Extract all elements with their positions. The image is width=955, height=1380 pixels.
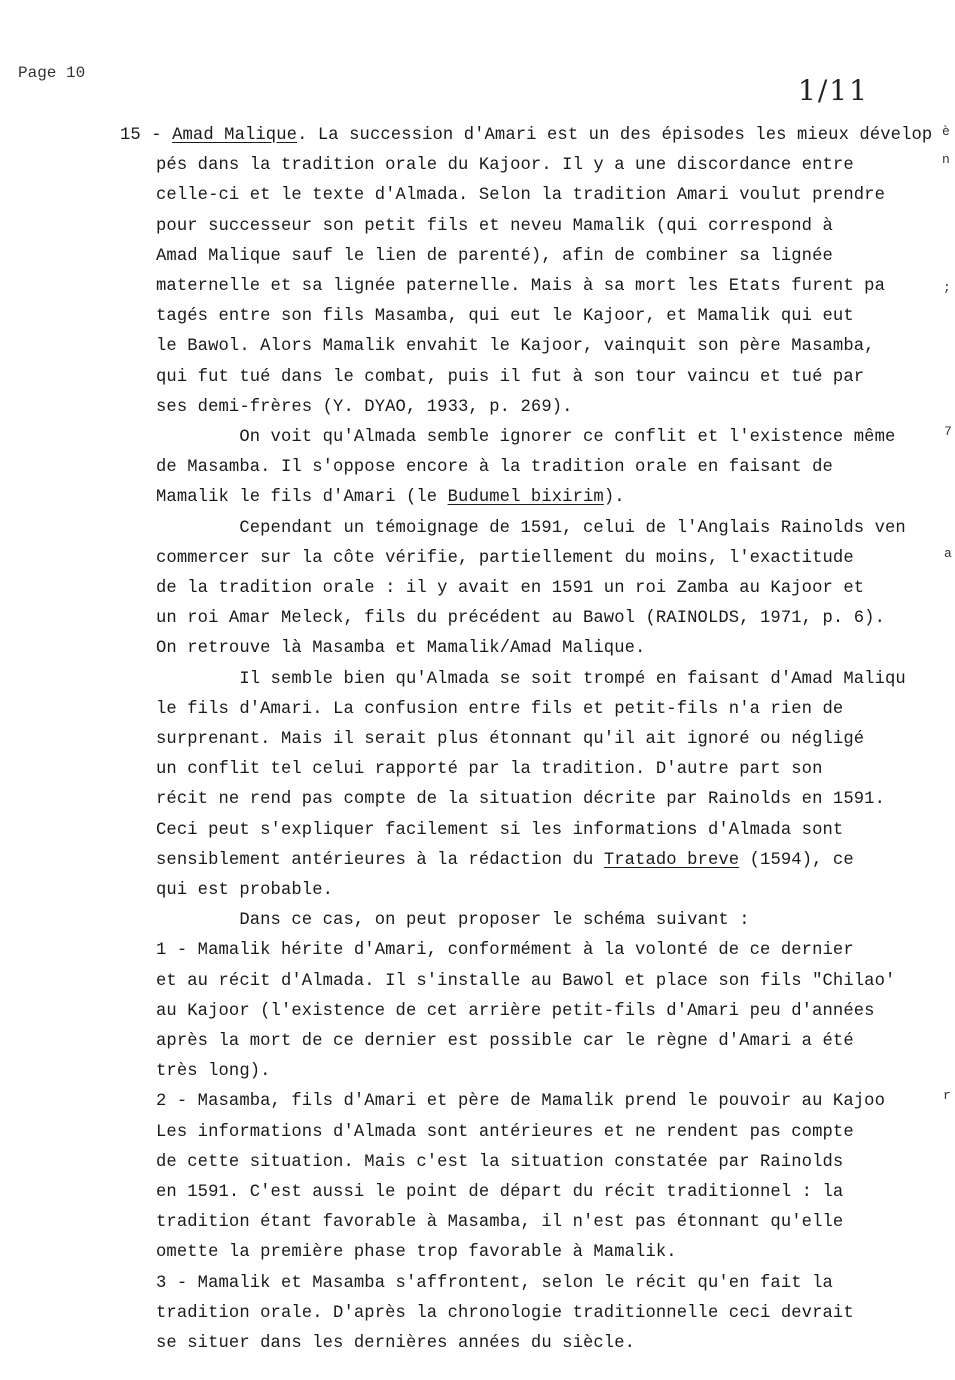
page-label: Page 10 [18, 64, 86, 82]
text-line: de la tradition orale : il y avait en 1591 un roi Zamba au Kajoor et [156, 579, 865, 598]
text-line [156, 488, 625, 507]
margin-mark: ; [943, 280, 951, 295]
text-line: 2 - Masamba, fils d'Amari et père de Mamalik prend le pouvoir au Kajoo [156, 1092, 885, 1112]
line-text: sensiblement antérieures à la rédaction du [156, 850, 604, 870]
text-line: et au récit d'Almada. Il s'installe au Bawol et place son fils "Chilao' [156, 971, 896, 991]
text-line: tradition étant favorable à Masamba, il n'est pas étonnant qu'elle [156, 1213, 844, 1233]
line-text: ). [603, 488, 625, 508]
underlined-title: Amad Malique [172, 126, 298, 145]
text-line: celle-ci et le texte d'Almada. Selon la tradition Amari voulut prendre [156, 186, 885, 206]
line-text: (1594), ce [739, 850, 854, 870]
text-line: omette la première phase trop favorable à Mamalik. [156, 1243, 677, 1263]
text-line: Il semble bien qu'Almada se soit trompé en faisant d'Amad Maliqu [156, 669, 906, 689]
text-line: tagés entre son fils Masamba, qui eut le Kajoor, et Mamalik qui eut [156, 307, 854, 327]
text-line: au Kajoor (l'existence de cet arrière petit-fils d'Amari peu d'années [156, 1001, 875, 1021]
text-line: Amad Malique sauf le lien de parenté), afin de combiner sa lignée [156, 246, 833, 266]
margin-mark: r [943, 1088, 951, 1103]
text-line: commercer sur la côte vérifie, partiellement du moins, l'exactitude [156, 548, 854, 568]
underlined-title: Budumel bixirim [447, 488, 604, 508]
text-line: 1 - Mamalik hérite d'Amari, conformément à la volonté de ce dernier [156, 941, 854, 961]
text-line: le fils d'Amari. La confusion entre fils et petit-fils n'a rien de [156, 699, 844, 719]
text-line: se situer dans les dernières années du siècle. [156, 1334, 636, 1353]
text-line: Les informations d'Almada sont antérieures et ne rendent pas compte [156, 1122, 854, 1142]
text-line: très long). [156, 1062, 271, 1082]
text-line: On voit qu'Almada semble ignorer ce conflit et l'existence même [156, 428, 896, 447]
text-line: 3 - Mamalik et Masamba s'affrontent, selon le récit qu'en fait la [156, 1273, 833, 1293]
text-line: surprenant. Mais il serait plus étonnant qu'il ait ignoré ou négligé [156, 730, 865, 749]
text-line: un conflit tel celui rapporté par la tradition. D'autre part son [156, 760, 823, 780]
text-line: Dans ce cas, on peut proposer le schéma suivant : [156, 911, 750, 931]
margin-mark: 7 [944, 424, 952, 439]
margin-mark: n [942, 152, 950, 167]
text-line: qui fut tué dans le combat, puis il fut à son tour vaincu et tué par [156, 367, 865, 387]
text-line: qui est probable. [156, 881, 334, 900]
text-line: le Bawol. Alors Mamalik envahit le Kajoor, vainquit son père Masamba, [156, 337, 875, 357]
text-line: pés dans la tradition orale du Kajoor. Il y a une discordance entre [156, 156, 854, 176]
text-line: après la mort de ce dernier est possible car le règne d'Amari a été [156, 1032, 854, 1051]
text-line: en 1591. C'est aussi le point de départ du récit traditionnel : la [156, 1183, 844, 1202]
text-line: Ceci peut s'expliquer facilement si les informations d'Almada sont [156, 820, 844, 840]
folio-number: 1/11 [798, 74, 869, 107]
text-line: On retrouve là Masamba et Mamalik/Amad Malique. [156, 639, 646, 659]
text-line: récit ne rend pas compte de la situation décrite par Rainolds en 1591. [156, 790, 885, 810]
underlined-title: Tratado breve [603, 850, 740, 870]
text-line [120, 126, 932, 145]
text-line: pour successeur son petit fils et neveu Mamalik (qui correspond à [156, 216, 833, 236]
text-line: un roi Amar Meleck, fils du précédent au Bawol (RAINOLDS, 1971, p. 6). [156, 609, 885, 629]
line-text: . La succession d'Amari est un des épisodes les mieux dévelop [297, 126, 933, 145]
text-line: de cette situation. Mais c'est la situation constatée par Rainolds [156, 1152, 844, 1172]
line-text: Mamalik le fils d'Amari (le [156, 488, 448, 508]
text-line: ses demi-frères (Y. DYAO, 1933, p. 269). [156, 397, 573, 417]
margin-mark: a [944, 546, 952, 561]
line-text: 15 - [120, 126, 173, 145]
text-line: maternelle et sa lignée paternelle. Mais à sa mort les Etats furent pa [156, 277, 885, 296]
text-line [156, 851, 854, 870]
text-line: Cependant un témoignage de 1591, celui de l'Anglais Rainolds ven [156, 518, 906, 538]
text-line: tradition orale. D'après la chronologie traditionnelle ceci devrait [156, 1303, 854, 1323]
margin-mark: è [942, 124, 950, 139]
text-line: de Masamba. Il s'oppose encore à la tradition orale en faisant de [156, 458, 833, 478]
